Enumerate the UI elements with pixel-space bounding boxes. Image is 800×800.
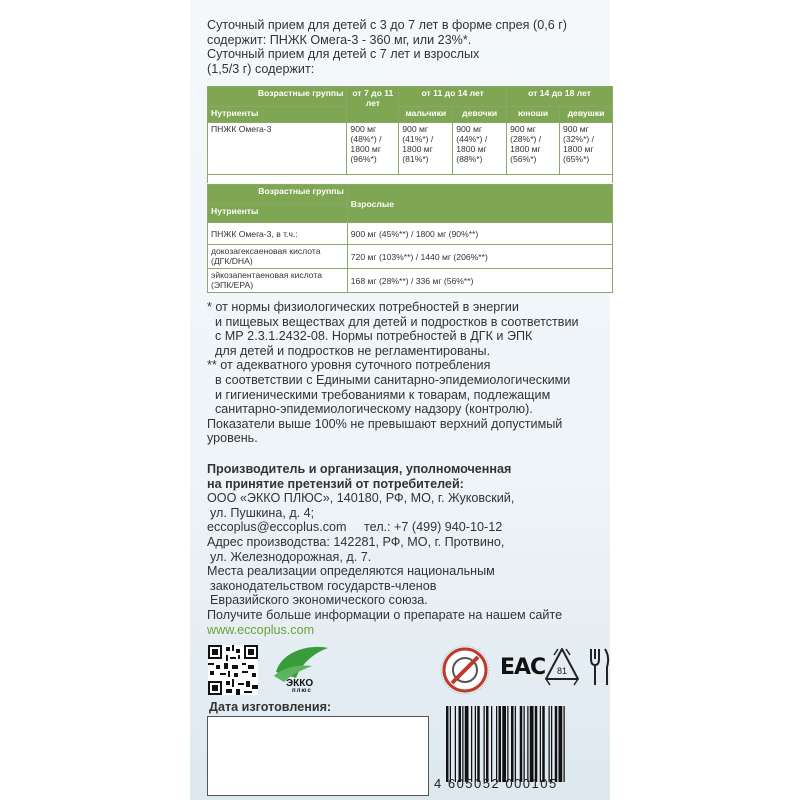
- barcode-bar: [564, 706, 565, 782]
- table1-header-groups: Возрастные группы: [208, 87, 347, 107]
- barcode-bar: [484, 706, 485, 782]
- table1-sub-young-men: юноши: [507, 107, 560, 123]
- barcode-bar: [559, 706, 563, 782]
- barcode-bar: [446, 706, 449, 782]
- intro-text: Суточный прием для детей с 3 до 7 лет в форме спрея (0,6 г) содержит: ПНЖК Омега-3 - 360 мг, или 23%*. Суточный прием для детей с 7 лет и взрослых (1,5/3 г) содержит:: [207, 18, 567, 76]
- barcode-bar: [542, 706, 545, 782]
- barcode-bar: [515, 706, 516, 782]
- barcode-bar: [535, 706, 538, 782]
- table2-cell: 900 мг (45%**) / 1800 мг (90%**): [347, 223, 612, 245]
- barcode-bar: [555, 706, 558, 782]
- table1-cell: 900 мг (41%*) / 1800 мг (81%*): [399, 123, 453, 175]
- nutrient-table-children: [207, 86, 613, 183]
- table2-header-groups: Возрастные группы: [208, 185, 348, 205]
- barcode-number: 4 605052 000105: [434, 776, 558, 791]
- barcode-bar: [511, 706, 514, 782]
- table1-cell: 900 мг (48%*) / 1800 мг (96%*): [347, 123, 399, 175]
- table2-row-name: эйкозапентаеновая кислота (ЭПК/ЕРА): [208, 269, 348, 293]
- barcode-bar: [502, 706, 506, 782]
- barcode-bar: [459, 706, 462, 782]
- qr-code-icon: [208, 645, 258, 695]
- table2-row-name: докозагексаеновая кислота (ДГК/DНА): [208, 245, 348, 269]
- table1-cell: 900 мг (32%*) / 1800 мг (65%*): [560, 123, 613, 175]
- table1-cell: 900 мг (44%*) / 1800 мг (88%*): [453, 123, 507, 175]
- brand-logo: ЭККО плюс: [272, 642, 332, 702]
- barcode-bar: [507, 706, 508, 782]
- table2-cell: 168 мг (28%**) / 336 мг (56%**): [347, 269, 612, 293]
- table1-cell: 900 мг (28%*) / 1800 мг (56%*): [507, 123, 560, 175]
- table1-col-11-14: от 11 до 14 лет: [399, 87, 507, 107]
- eac-mark-icon: EAC: [500, 655, 546, 680]
- barcode-bar: [486, 706, 489, 782]
- barcode-bar: [477, 706, 480, 782]
- manufacturer-info: Производитель и организация, уполномоченная на принятие претензий от потребителей: ООО «ЭККО ПЛЮС», 140180, РФ, МО, г. Жуковский, ул. Пушкина, д. 4; eccoplus@eccoplus.com тел.: +7 (499) 940-10-12 Адрес производства: 142281, РФ, МО, г. Протвино, ул. Железнодорожная, д. 7. Места реализации определяются национальным законодательством государств-членов Евразийского экономического союза. Получите больше информации о препарате на нашем сайте www.eccoplus.com: [207, 462, 607, 637]
- recycle-icon: [542, 645, 582, 691]
- manufacture-date-label: Дата изготовления:: [209, 700, 332, 714]
- barcode-bar: [462, 706, 463, 782]
- nutrient-table-adults: [207, 184, 613, 293]
- food-safe-icon: [588, 645, 612, 691]
- table2-row-name: ПНЖК Омега-3, в т.ч.:: [208, 223, 348, 245]
- barcode-bar: [520, 706, 523, 782]
- barcode-bar: [530, 706, 534, 782]
- table1-header-nutrients: Нутриенты: [208, 107, 347, 123]
- no-gmo-icon: [440, 645, 490, 695]
- table1-col-7-11: от 7 до 11 лет: [347, 87, 399, 123]
- brand-logo-mark: [272, 642, 332, 690]
- svg-text:81: 81: [556, 666, 568, 676]
- table1-sub-boys: мальчики: [399, 107, 453, 123]
- manufacture-date-box: [207, 716, 429, 796]
- barcode-bar: [499, 706, 502, 782]
- table1-sub-young-women: девушки: [560, 107, 613, 123]
- table1-sub-girls: девочки: [453, 107, 507, 123]
- barcode: [444, 706, 606, 782]
- barcode-bar: [524, 706, 525, 782]
- table1-col-14-18: от 14 до 18 лет: [507, 87, 613, 107]
- table2-cell: 720 мг (103%**) / 1440 мг (206%**): [347, 245, 612, 269]
- barcode-bar: [527, 706, 528, 782]
- barcode-bar: [496, 706, 497, 782]
- footnotes: * от нормы физиологических потребностей в энергии и пищевых веществах для детей и подростков в соответствии с МР 2.3.1.2432-08. Нормы потребностей в ДГК и ЭПК для детей и подростков не регламентированы. ** от адекватного уровня суточного потребления в соответствии с Едиными санитарно-эпидемиологическими и гигиеническими требованиями к товарам, подлежащим санитарно-эпидемиологическому надзору (контролю). Показатели выше 100% не превышают верхний допустимый уровень.: [207, 300, 579, 446]
- barcode-bar: [455, 706, 456, 782]
- website-link[interactable]: www.eccoplus.com: [207, 622, 315, 637]
- barcode-bar: [491, 706, 492, 782]
- barcode-bar: [551, 706, 552, 782]
- barcode-bar: [540, 706, 541, 782]
- table1-row-name: ПНЖК Омега-3: [208, 123, 347, 175]
- barcode-bar: [475, 706, 476, 782]
- barcode-bar: [450, 706, 451, 782]
- barcode-bar: [471, 706, 472, 782]
- table2-col-adults: Взрослые: [347, 185, 612, 223]
- barcode-bar: [549, 706, 550, 782]
- barcode-bar: [465, 706, 469, 782]
- svg-text:ЭККО: ЭККО: [286, 678, 314, 689]
- table2-header-nutrients: Нутриенты: [208, 205, 348, 223]
